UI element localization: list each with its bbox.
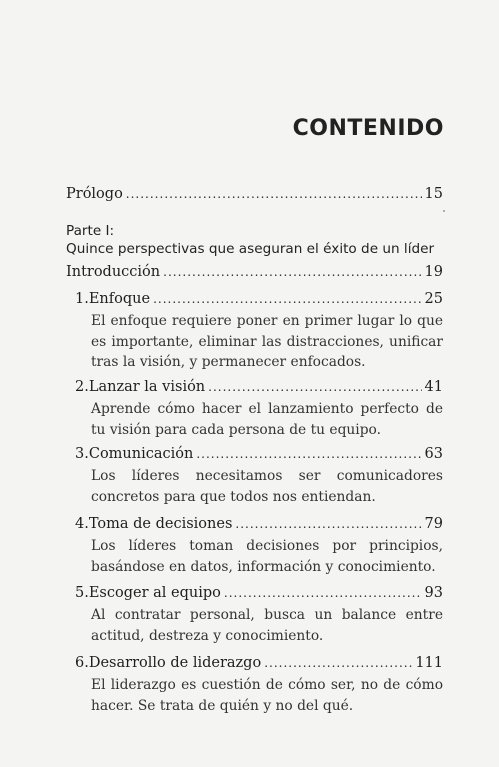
dot-leader bbox=[153, 290, 421, 308]
toc-entry-prologue bbox=[66, 185, 443, 203]
dot-leader bbox=[235, 515, 421, 533]
chapter-page: 93 bbox=[424, 585, 443, 601]
chapter-title: Lanzar la visión bbox=[88, 379, 206, 395]
toc-entry-page: 19 bbox=[424, 264, 443, 280]
toc-entry-label: Prólogo bbox=[66, 186, 123, 202]
toc-entry-label: Introducción bbox=[66, 264, 161, 280]
chapter-number: 3. bbox=[75, 446, 89, 462]
chapter-page: 79 bbox=[424, 516, 443, 532]
chapter-description: Al contratar personal, busca un balance entre actitud, destreza y conocimiento. bbox=[91, 607, 443, 644]
dot-leader bbox=[126, 185, 422, 203]
chapter-description: Los líderes necesitamos ser comunicadores concretos para que todos nos entiendan. bbox=[91, 468, 443, 505]
chapter-page: 63 bbox=[424, 446, 443, 462]
toc-entry-chapter-5 bbox=[75, 584, 443, 602]
toc-entry-page: 15 bbox=[424, 186, 443, 202]
chapter-description: El liderazgo es cuestión de cómo ser, no de cómo hacer. Se trata de quién y no del qué. bbox=[91, 677, 443, 714]
toc-entry-chapter-4 bbox=[75, 515, 443, 533]
chapter-number: 1. bbox=[75, 291, 89, 307]
chapter-title: Comunicación bbox=[88, 446, 194, 462]
chapter-title: Desarrollo de liderazgo bbox=[88, 655, 262, 671]
toc-entry-chapter-6 bbox=[75, 654, 443, 672]
chapter-page: 111 bbox=[415, 655, 443, 671]
dot-leader bbox=[208, 378, 421, 396]
chapter-number: 5. bbox=[75, 585, 89, 601]
chapter-number: 4. bbox=[75, 516, 89, 532]
dot-leader bbox=[163, 263, 421, 281]
chapter-title: Toma de decisiones bbox=[88, 516, 233, 532]
dot-leader bbox=[224, 584, 422, 602]
dot-leader bbox=[196, 445, 421, 463]
chapter-title: Enfoque bbox=[88, 291, 151, 307]
part-subtitle: Quince perspectivas que aseguran el éxito de un líder bbox=[66, 241, 435, 257]
toc-entry-chapter-3 bbox=[75, 445, 443, 463]
contents-heading: CONTENIDO bbox=[292, 116, 444, 141]
paper-speck bbox=[443, 210, 445, 212]
chapter-page: 25 bbox=[424, 291, 443, 307]
chapter-number: 2. bbox=[75, 379, 89, 395]
chapter-description: Aprende cómo hacer el lanzamiento perfecto de tu visión para cada persona de tu equipo. bbox=[91, 401, 443, 438]
toc-entry-chapter-1 bbox=[75, 290, 443, 308]
chapter-description: Los líderes toman decisiones por principios, basándose en datos, información y conocimiento. bbox=[91, 538, 443, 575]
part-label: Parte I: bbox=[66, 223, 115, 239]
chapter-number: 6. bbox=[75, 655, 89, 671]
chapter-page: 41 bbox=[424, 379, 443, 395]
toc-entry-chapter-2 bbox=[75, 378, 443, 396]
dot-leader bbox=[264, 654, 412, 672]
toc-entry-introduction bbox=[66, 263, 443, 281]
chapter-title: Escoger al equipo bbox=[88, 585, 221, 601]
chapter-description: El enfoque requiere poner en primer lugar lo que es importante, eliminar las distracciones, unificar tras la visión, y permanecer enfocados. bbox=[91, 313, 443, 370]
